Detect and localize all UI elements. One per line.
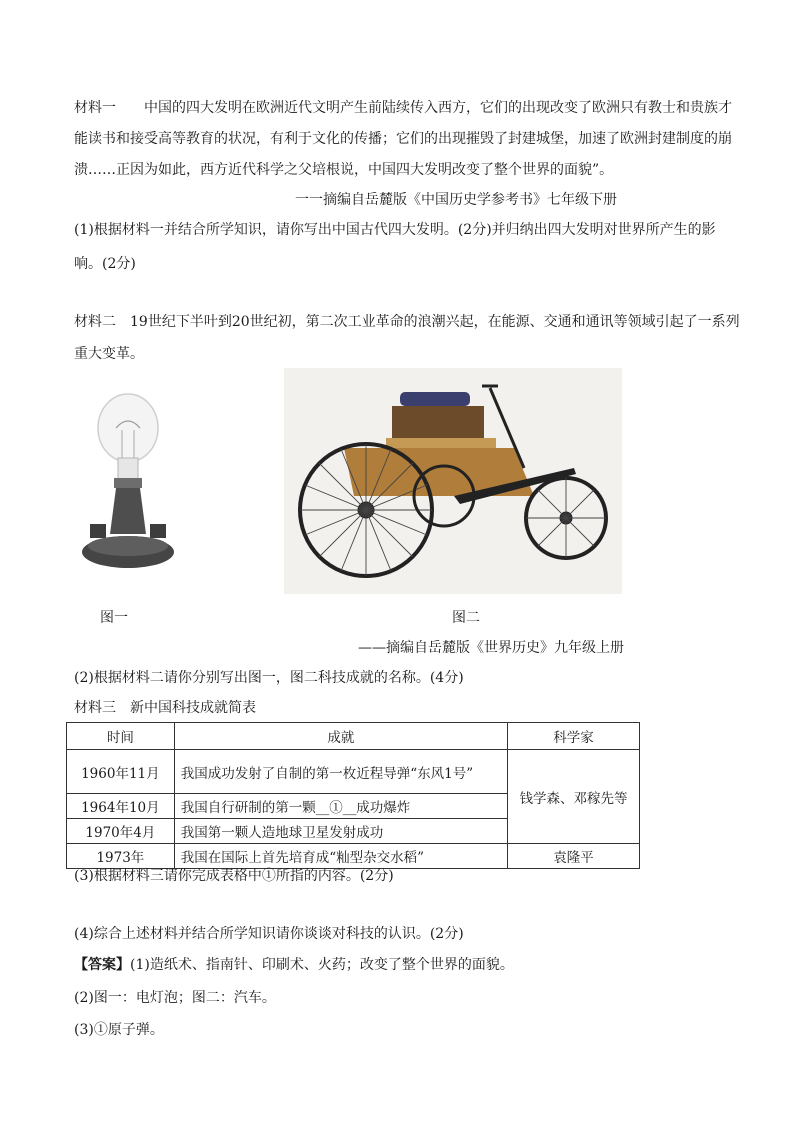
figure1-caption: 图一 xyxy=(100,610,128,626)
material2-line2: 重大变革。 xyxy=(74,346,144,362)
question4: (4)综合上述材料并结合所学知识请你谈谈对科技的认识。(2分) xyxy=(74,926,464,942)
row3-achievement: 我国第一颗人造地球卫星发射成功 xyxy=(174,819,507,844)
answer-line1 xyxy=(74,951,514,979)
table-header-row xyxy=(67,723,640,750)
automobile-figure xyxy=(284,368,622,594)
question3: (3)根据材料三请你完成表格中①所指的内容。(2分) xyxy=(74,868,394,884)
row3-time: 1970年4月 xyxy=(67,819,175,844)
material2-line1: 材料二 19世纪下半叶到20世纪初，第二次工业革命的浪潮兴起，在能源、交通和通讯等领域引起了一系列 xyxy=(74,314,740,330)
scientists-group: 钱学森、邓稼先等 xyxy=(508,750,640,844)
tech-achievements-table xyxy=(66,722,640,869)
answer-label: 【答案】 xyxy=(74,957,130,973)
question2: (2)根据材料二请你分别写出图一，图二科技成就的名称。(4分) xyxy=(74,670,464,686)
row4-achievement: 我国在国际上首先培育成“籼型杂交水稻” xyxy=(174,844,507,869)
row1-achievement: 我国成功发射了自制的第一枚近程导弹“东风1号” xyxy=(174,750,507,794)
question1-line1: (1)根据材料一并结合所学知识，请你写出中国古代四大发明。(2分)并归纳出四大发明对世界所产生的影 xyxy=(74,222,716,238)
header-achievement: 成就 xyxy=(174,723,507,750)
row1-time: 1960年11月 xyxy=(67,750,175,794)
row4-time: 1973年 xyxy=(67,844,175,869)
material1-line1: 材料一 中国的四大发明在欧洲近代文明产生前陆续传入西方，它们的出现改变了欧洲只有教士和贵族才 xyxy=(74,100,732,116)
material1-line3: 溃……正因为如此，西方近代科学之父培根说，中国四大发明改变了整个世界的面貌”。 xyxy=(74,162,614,178)
material2-source: ——摘编自岳麓版《世界历史》九年级上册 xyxy=(358,640,624,656)
question1-line2: 响。(2分) xyxy=(74,256,136,272)
table-row xyxy=(67,750,640,794)
header-time: 时间 xyxy=(67,723,175,750)
row2-achievement: 我国自行研制的第一颗__①__成功爆炸 xyxy=(174,794,507,819)
scientist-last: 袁隆平 xyxy=(508,844,640,869)
header-scientist: 科学家 xyxy=(508,723,640,750)
answer3: (3)①原子弹。 xyxy=(74,1022,164,1038)
material1-source: 一一摘编自岳麓版《中国历史学参考书》七年级下册 xyxy=(295,192,617,208)
answer2: (2)图一：电灯泡；图二：汽车。 xyxy=(74,990,276,1006)
material1-line2: 能读书和接受高等教育的状况，有利于文化的传播；它们的出现摧毁了封建城堡，加速了欧洲封建制度的崩 xyxy=(74,131,732,147)
row2-time: 1964年10月 xyxy=(67,794,175,819)
figure2-caption: 图二 xyxy=(452,610,480,626)
answer1: (1)造纸术、指南针、印刷术、火药；改变了整个世界的面貌。 xyxy=(130,957,514,973)
light-bulb-figure xyxy=(76,384,180,580)
material3-title: 材料三 新中国科技成就简表 xyxy=(74,700,256,716)
